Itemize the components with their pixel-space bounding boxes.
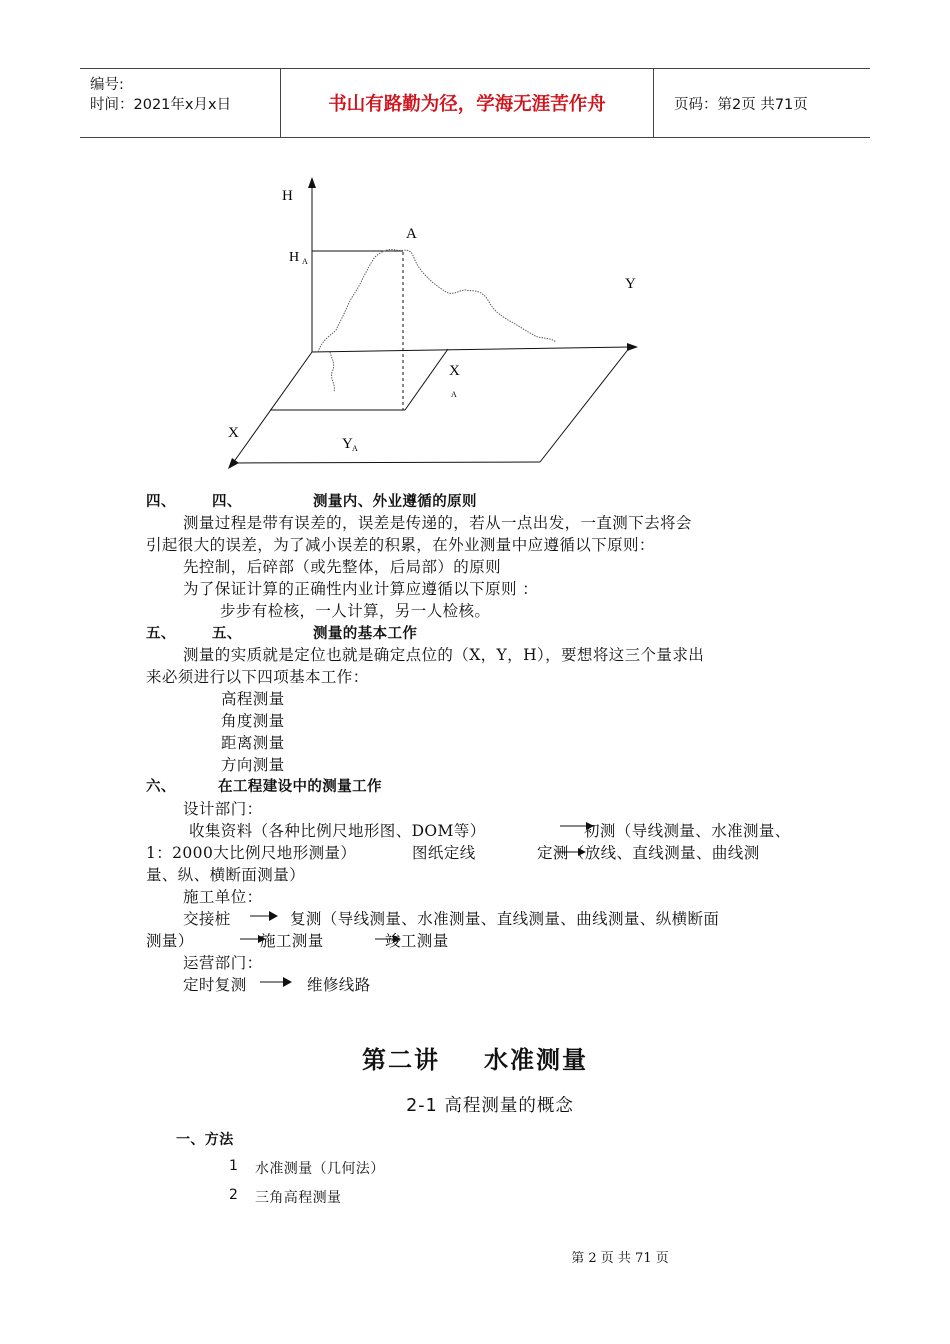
- number-label: 编号:: [90, 77, 124, 93]
- sec4-heading: 测量内、外业遵循的原则: [313, 494, 477, 510]
- section-title: 2-1 高程测量的概念: [406, 1096, 574, 1116]
- sec6-heading: 在工程建设中的测量工作: [218, 779, 382, 795]
- h-axis-arrow-icon: [308, 177, 316, 188]
- y-axis-arrow-icon: [627, 343, 638, 351]
- design-line1-a: 收集资料（各种比例尺地形图、DOM等）: [189, 822, 486, 840]
- lecture-title-number: 第二讲: [362, 1046, 440, 1074]
- sec5-item: 角度测量: [221, 712, 285, 730]
- label-xa: X: [449, 363, 460, 379]
- sec6-num: 六、: [146, 779, 176, 795]
- method-1: 水准测量（几何法）: [255, 1161, 385, 1177]
- sec4-p4: 为了保证计算的正确性内业计算应遵循以下原则 ：: [183, 580, 539, 598]
- label-ya: Y: [342, 436, 353, 452]
- method-2-number: 2: [229, 1187, 239, 1203]
- design-line1-b: 初测（导线测量、水准测量、: [584, 822, 791, 840]
- construction-line2-a: 测量）: [146, 932, 194, 950]
- design-line2-c: 定测（放线、直线测量、曲线测: [537, 844, 760, 862]
- plane-front-edge: [233, 462, 540, 463]
- design-dept-label: 设计部门：: [183, 800, 263, 818]
- projection-line-y: [405, 349, 448, 410]
- design-line3: 量、纵、横断面测量）: [146, 866, 306, 884]
- terrain-profile: [318, 249, 556, 352]
- sec4-p3: 先控制，后碎部（或先整体，后局部）的原则: [183, 558, 502, 576]
- construction-line2-c: 竣工测量: [385, 932, 449, 950]
- lecture-title: [0, 1040, 950, 1075]
- label-a: A: [406, 226, 417, 242]
- label-ha: H: [289, 250, 300, 265]
- design-line2-b: 图纸定线: [412, 844, 476, 862]
- sec5-num-b: 五、: [212, 626, 242, 642]
- x-axis: [233, 352, 312, 463]
- sec5-num-a: 五、: [146, 626, 176, 642]
- design-line2-a: 1：2000大比例尺地形测量）: [146, 844, 357, 862]
- label-y: Y: [625, 276, 636, 292]
- label-h: H: [282, 188, 293, 204]
- construction-label: 施工单位：: [183, 888, 263, 906]
- method-1-number: 1: [229, 1158, 239, 1174]
- operation-line-a: 定时复测: [183, 976, 247, 994]
- flow-arrow-icon: [250, 907, 284, 927]
- coordinate-diagram: [0, 0, 950, 490]
- sec4-p1: 测量过程是带有误差的，误差是传递的，若从一点出发，一直测下去将会: [183, 514, 692, 532]
- header-motto: 书山有路勤为径，学海无涯苦作舟: [281, 69, 654, 137]
- method-heading: 一、方法: [176, 1132, 234, 1148]
- sec5-item: 方向测量: [221, 756, 285, 774]
- plane-right-edge: [540, 347, 630, 462]
- construction-line1-a: 交接桩: [183, 910, 231, 928]
- label-x: X: [228, 425, 239, 441]
- page-footer: 第 2 页 共 71 页: [571, 1251, 669, 1266]
- terrain-base: [330, 352, 334, 392]
- sec4-p2: 引起很大的误差，为了减小误差的积累，在外业测量中应遵循以下原则：: [146, 536, 655, 554]
- sec5-item: 高程测量: [221, 690, 285, 708]
- label-ha-sub: A: [302, 257, 308, 266]
- y-axis: [312, 347, 630, 352]
- sec4-p5: 步步有检核，一人计算，另一人检核。: [220, 602, 491, 620]
- label-xa-sub: A: [451, 390, 457, 399]
- sec5-p2: 来必须进行以下四项基本工作：: [146, 668, 369, 686]
- operation-line-b: 维修线路: [307, 976, 371, 994]
- flow-arrow-icon: [260, 973, 298, 993]
- sec4-num-a: 四、: [146, 494, 176, 510]
- operation-label: 运营部门：: [183, 954, 263, 972]
- construction-line2-b: 施工测量: [260, 932, 324, 950]
- time-label: 时间：2021年x月x日: [90, 97, 232, 113]
- page-info-text: 页码：第2页 共71页: [674, 96, 808, 113]
- label-ya-sub: A: [352, 444, 358, 453]
- sec4-num-b: 四、: [212, 494, 242, 510]
- lecture-title-topic: 水准测量: [484, 1046, 588, 1074]
- sec5-p1: 测量的实质就是定位也就是确定点位的（X，Y，H），要想将这三个量求出: [183, 646, 705, 664]
- sec5-item: 距离测量: [221, 734, 285, 752]
- x-axis-arrow-icon: [228, 458, 239, 469]
- construction-line1-b: 复测（导线测量、水准测量、直线测量、曲线测量、纵横断面: [290, 910, 720, 928]
- sec5-heading: 测量的基本工作: [313, 626, 418, 642]
- method-2: 三角高程测量: [255, 1190, 342, 1206]
